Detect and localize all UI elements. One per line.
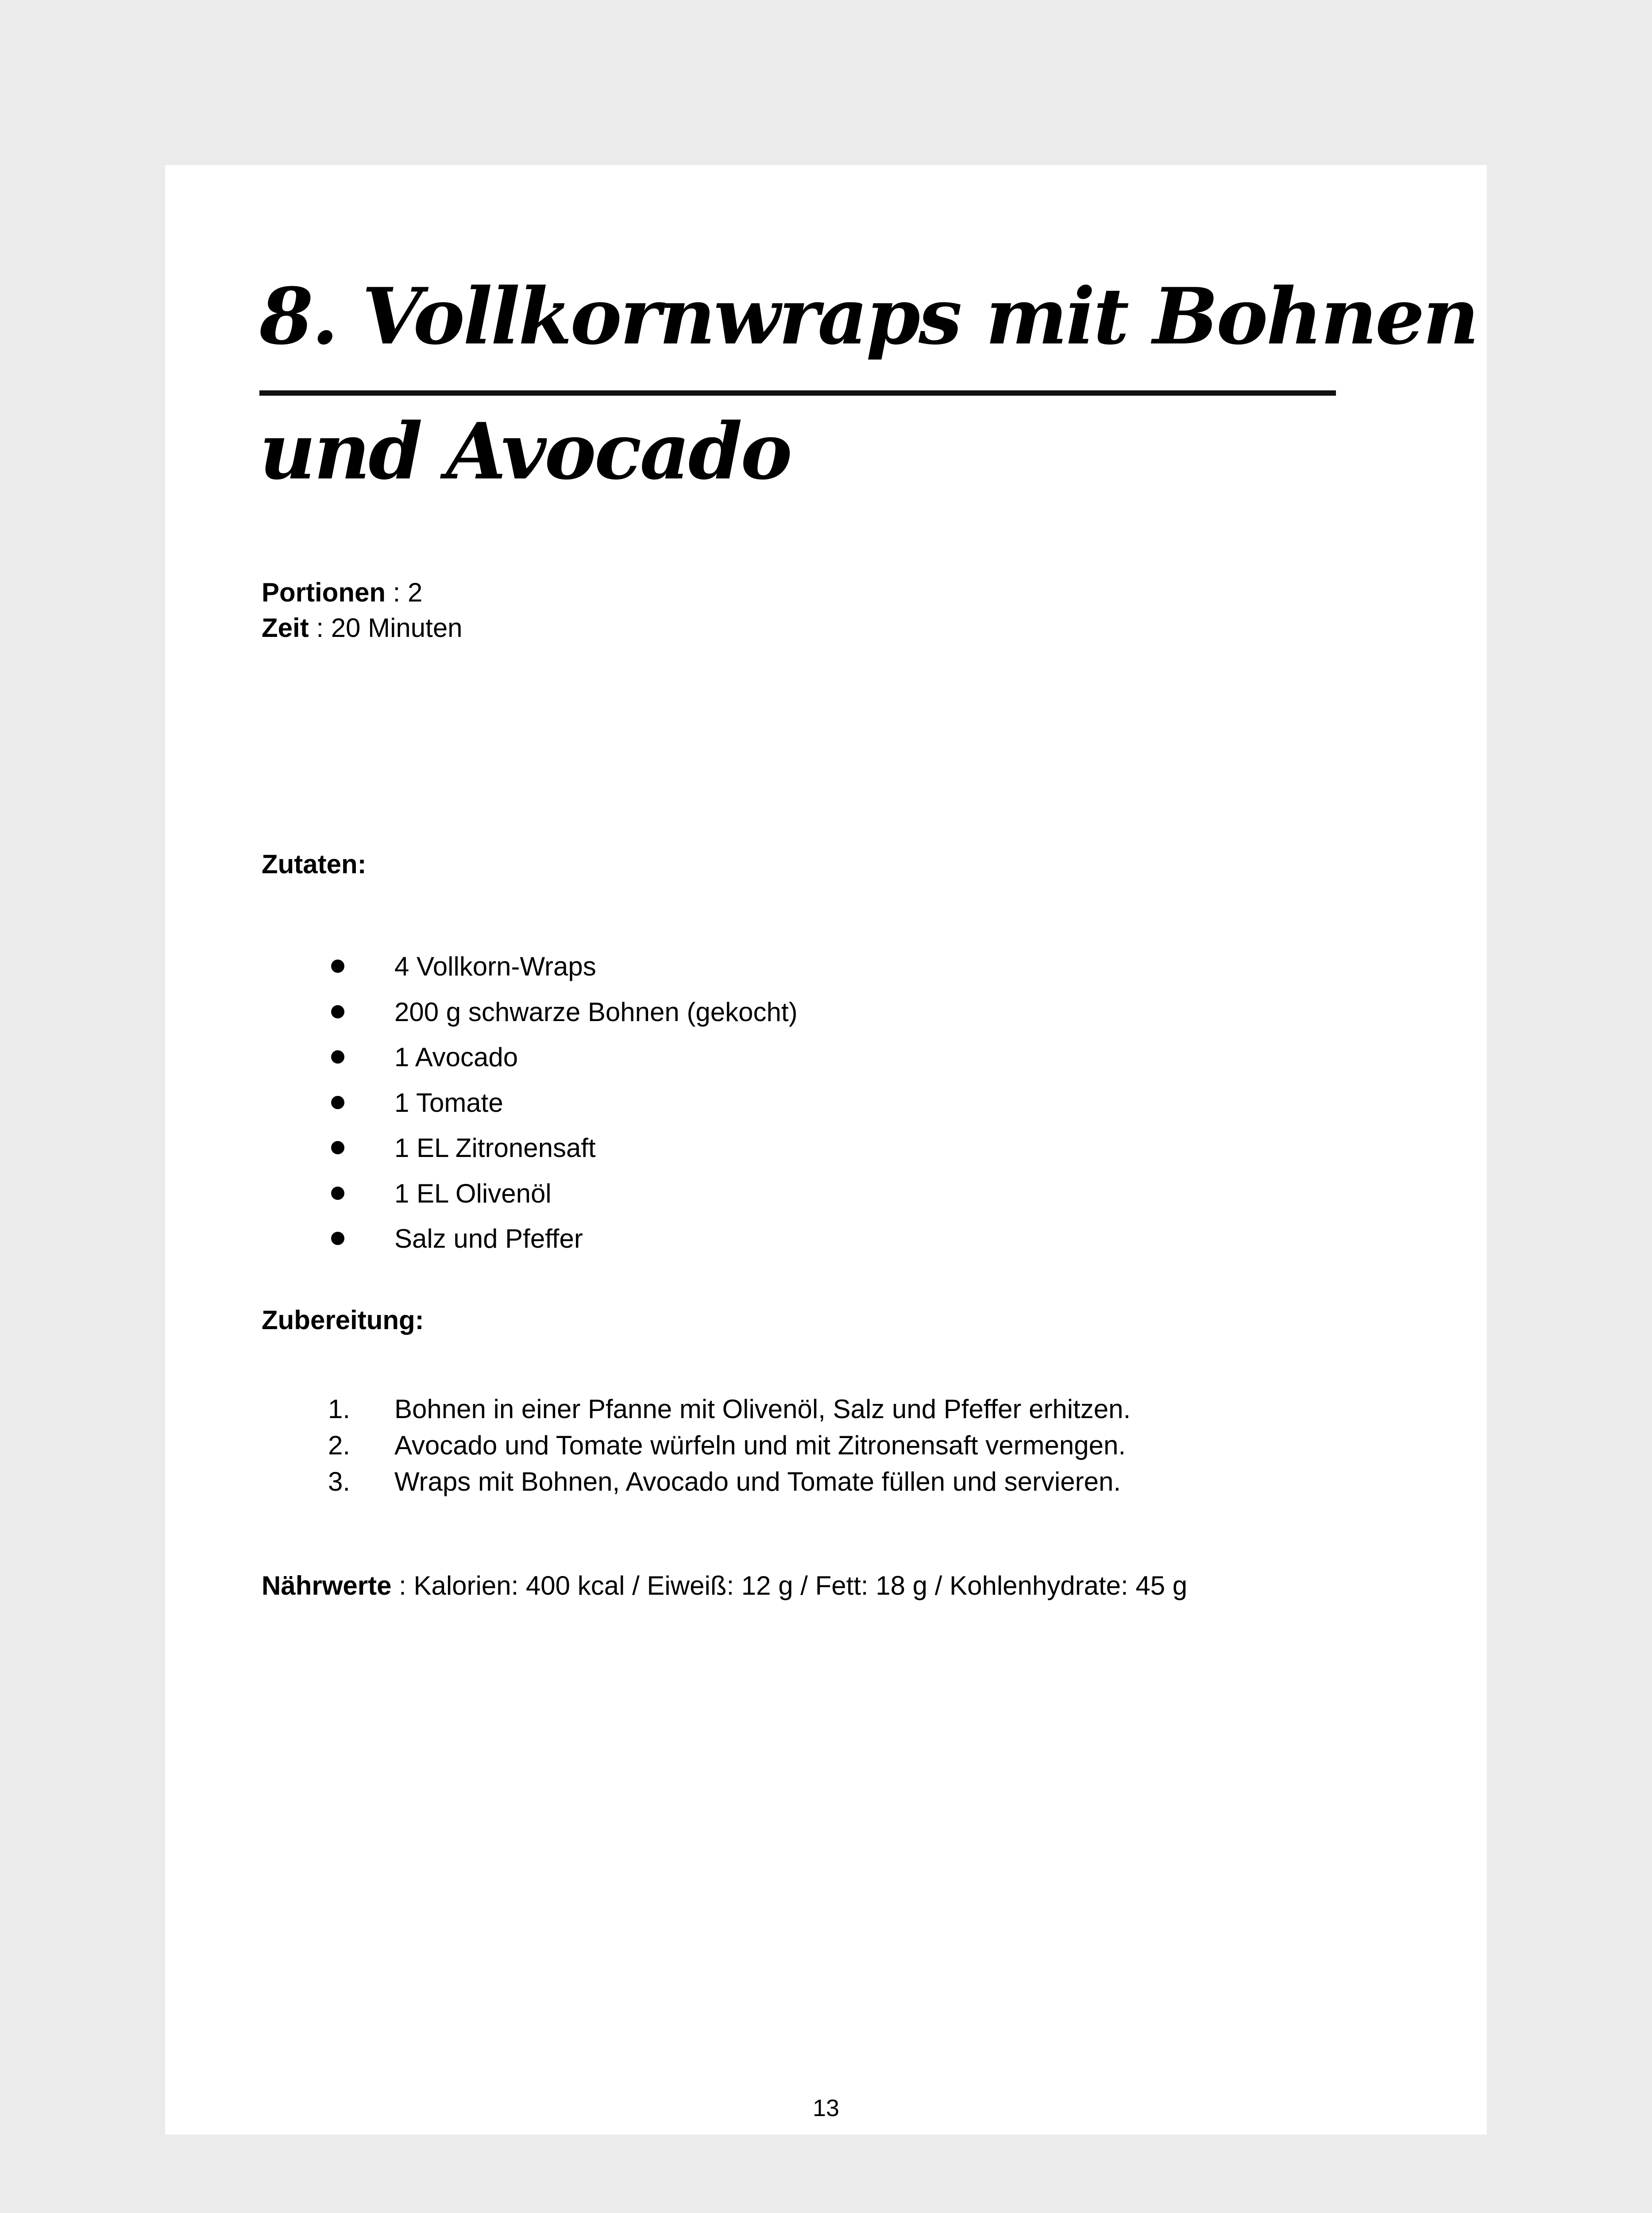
bullet-icon: [331, 1096, 344, 1109]
ingredient-text: 1 EL Zitronensaft: [394, 1133, 596, 1163]
ingredients-list: [165, 944, 798, 1262]
step-number: 3.: [328, 1467, 351, 1496]
step-text: Bohnen in einer Pfanne mit Olivenöl, Salz und Pfeffer erhitzen.: [394, 1394, 1131, 1424]
bullet-icon: [331, 1187, 344, 1200]
time-value: 20 Minuten: [331, 613, 463, 643]
ingredient-text: 1 Tomate: [394, 1087, 503, 1118]
nutrition-info: [262, 1568, 1187, 1604]
nutrition-label: Nährwerte: [262, 1571, 392, 1600]
servings-row: [262, 575, 463, 610]
ingredients-heading: Zutaten:: [262, 849, 367, 879]
step-number: 1.: [328, 1394, 351, 1424]
list-item: [165, 1391, 1131, 1427]
preparation-steps: [165, 1391, 1131, 1500]
bullet-icon: [331, 960, 344, 973]
bullet-icon: [331, 1050, 344, 1064]
bullet-icon: [331, 1141, 344, 1154]
preparation-heading: Zubereitung:: [262, 1305, 424, 1335]
list-item: [165, 1035, 798, 1080]
recipe-title-line-1: 8. Vollkornwraps mit Bohnen: [259, 271, 1478, 362]
ingredient-text: 1 Avocado: [394, 1042, 518, 1072]
list-item: [165, 1126, 798, 1171]
step-number: 2.: [328, 1430, 351, 1460]
servings-separator: :: [386, 578, 408, 607]
list-item: [165, 1216, 798, 1262]
recipe-title-line-2: und Avocado: [259, 406, 791, 497]
list-item: [165, 1080, 798, 1126]
recipe-meta: [262, 575, 463, 646]
bullet-icon: [331, 1232, 344, 1245]
list-item: [165, 1427, 1131, 1464]
list-item: [165, 944, 798, 990]
servings-value: 2: [408, 578, 423, 607]
step-text: Avocado und Tomate würfeln und mit Zitronensaft vermengen.: [394, 1430, 1126, 1460]
ingredient-text: 1 EL Olivenöl: [394, 1178, 552, 1208]
nutrition-value: Kalorien: 400 kcal / Eiweiß: 12 g / Fett: 18 g / Kohlenhydrate: 45 g: [413, 1571, 1188, 1600]
servings-label: Portionen: [262, 578, 386, 607]
document-page: [165, 165, 1487, 2135]
ingredient-text: 200 g schwarze Bohnen (gekocht): [394, 997, 798, 1027]
step-text: Wraps mit Bohnen, Avocado und Tomate füllen und servieren.: [394, 1467, 1121, 1496]
list-item: [165, 1464, 1131, 1500]
list-item: [165, 1171, 798, 1217]
title-divider: [259, 390, 1336, 396]
page-number: 13: [812, 2095, 840, 2121]
ingredient-text: 4 Vollkorn-Wraps: [394, 952, 596, 981]
time-row: [262, 610, 463, 646]
time-separator: :: [309, 613, 331, 643]
time-label: Zeit: [262, 613, 309, 643]
bullet-icon: [331, 1005, 344, 1018]
nutrition-separator: :: [391, 1571, 414, 1600]
ingredient-text: Salz und Pfeffer: [394, 1224, 583, 1253]
list-item: [165, 990, 798, 1035]
